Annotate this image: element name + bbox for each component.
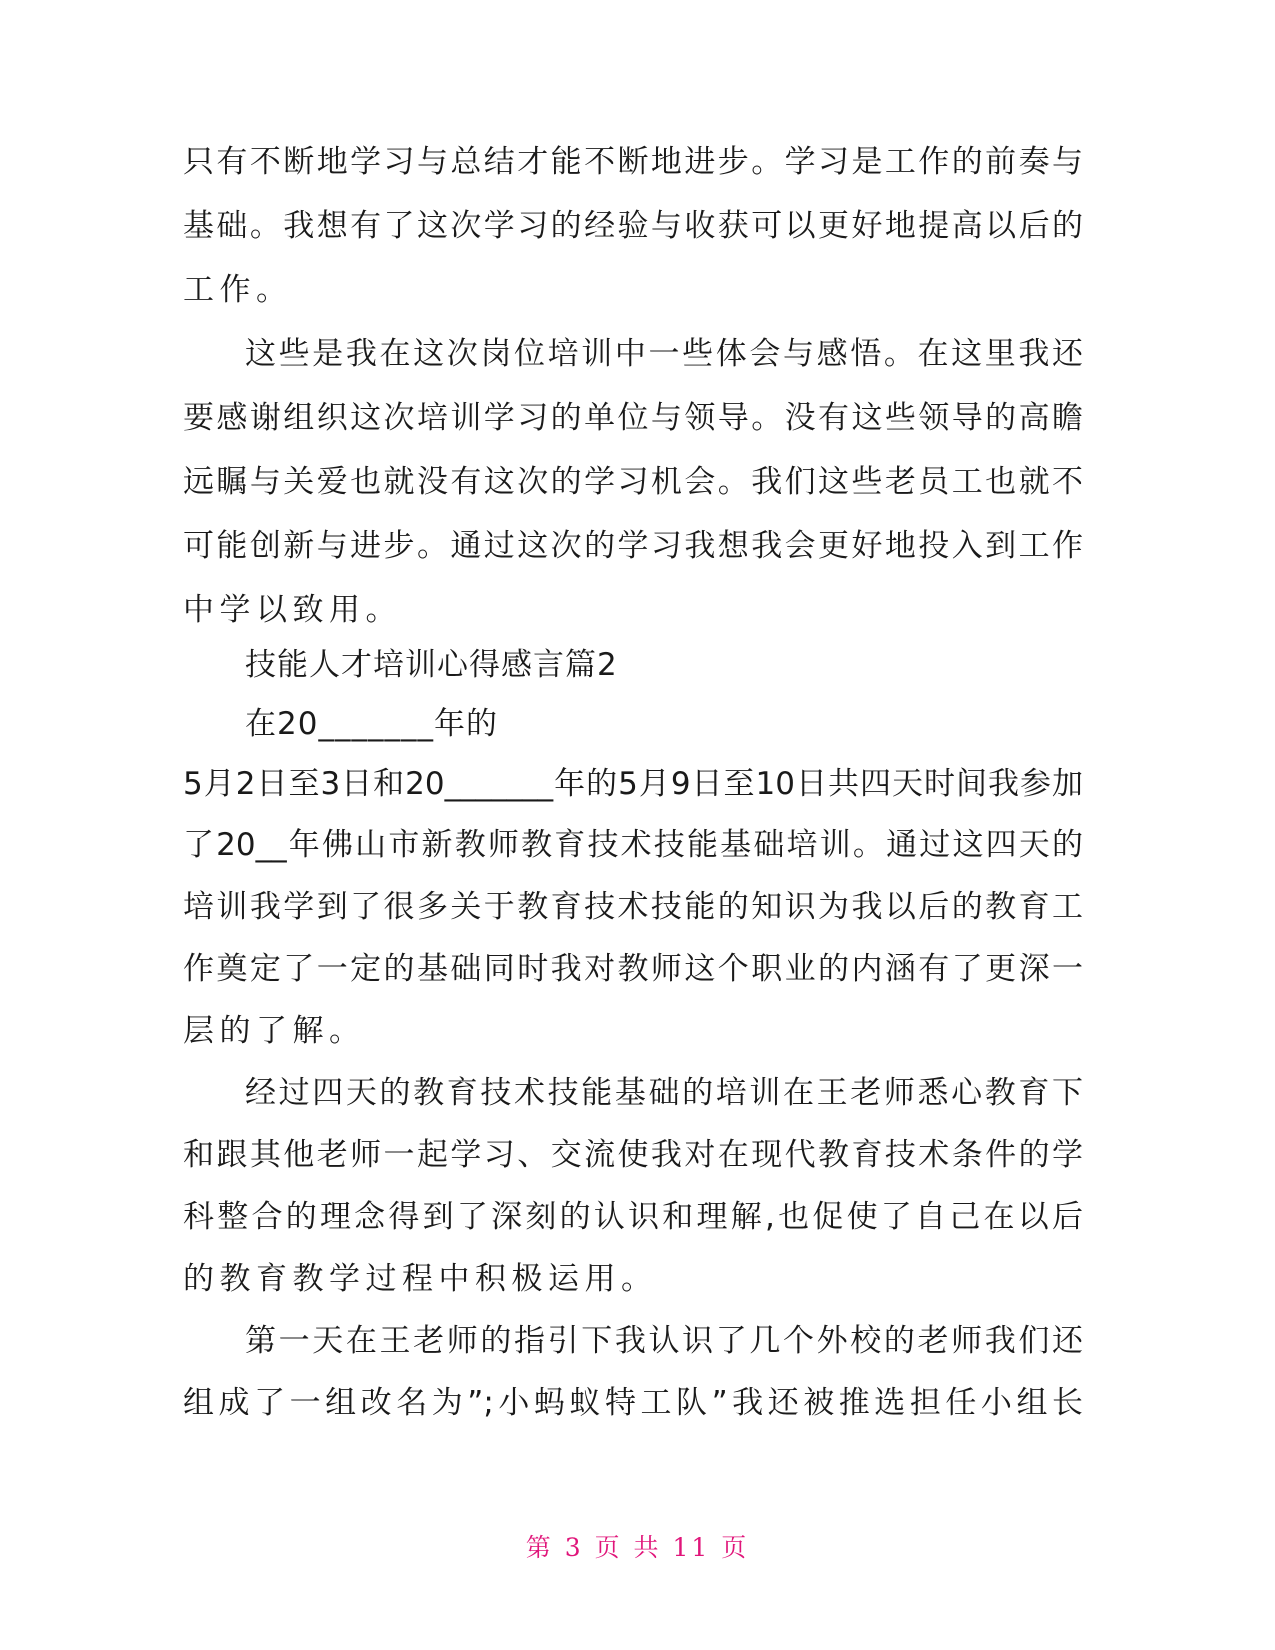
text-line: 工作。 xyxy=(183,272,293,308)
text-line: 组成了一组改名为”;小蚂蚁特工队”我还被推选担任小组长 xyxy=(183,1385,1083,1421)
text-line: 经过四天的教育技术技能基础的培训在王老师悉心教育下 xyxy=(245,1075,1083,1111)
text-line: 了20__年佛山市新教师教育技术技能基础培训。通过这四天的 xyxy=(183,827,1083,863)
section-heading: 技能人才培训心得感言篇2 xyxy=(245,647,618,683)
text-line: 培训我学到了很多关于教育技术技能的知识为我以后的教育工 xyxy=(183,889,1083,925)
text-line: 5月2日至3日和20_______年的5月9日至10日共四天时间我参加 xyxy=(183,766,1083,802)
text-line: 中学以致用。 xyxy=(183,592,402,628)
text-line: 只有不断地学习与总结才能不断地进步。学习是工作的前奏与 xyxy=(183,144,1083,180)
text-line: 这些是我在这次岗位培训中一些体会与感悟。在这里我还 xyxy=(245,336,1083,372)
text-line: 和跟其他老师一起学习、交流使我对在现代教育技术条件的学 xyxy=(183,1137,1083,1173)
text-line: 在20_______年的 xyxy=(245,706,498,742)
text-line: 的教育教学过程中积极运用。 xyxy=(183,1261,658,1297)
text-line: 远瞩与关爱也就没有这次的学习机会。我们这些老员工也就不 xyxy=(183,464,1083,500)
text-line: 作奠定了一定的基础同时我对教师这个职业的内涵有了更深一 xyxy=(183,951,1083,987)
text-line: 可能创新与进步。通过这次的学习我想我会更好地投入到工作 xyxy=(183,528,1083,564)
text-line: 要感谢组织这次培训学习的单位与领导。没有这些领导的高瞻 xyxy=(183,400,1083,436)
text-line: 层的了解。 xyxy=(183,1013,366,1049)
text-line: 基础。我想有了这次学习的经验与收获可以更好地提高以后的 xyxy=(183,208,1083,244)
page-number-footer: 第 3 页 共 11 页 xyxy=(525,1533,750,1562)
text-line: 科整合的理念得到了深刻的认识和理解,也促使了自己在以后 xyxy=(183,1199,1083,1235)
text-line: 第一天在王老师的指引下我认识了几个外校的老师我们还 xyxy=(245,1323,1083,1359)
